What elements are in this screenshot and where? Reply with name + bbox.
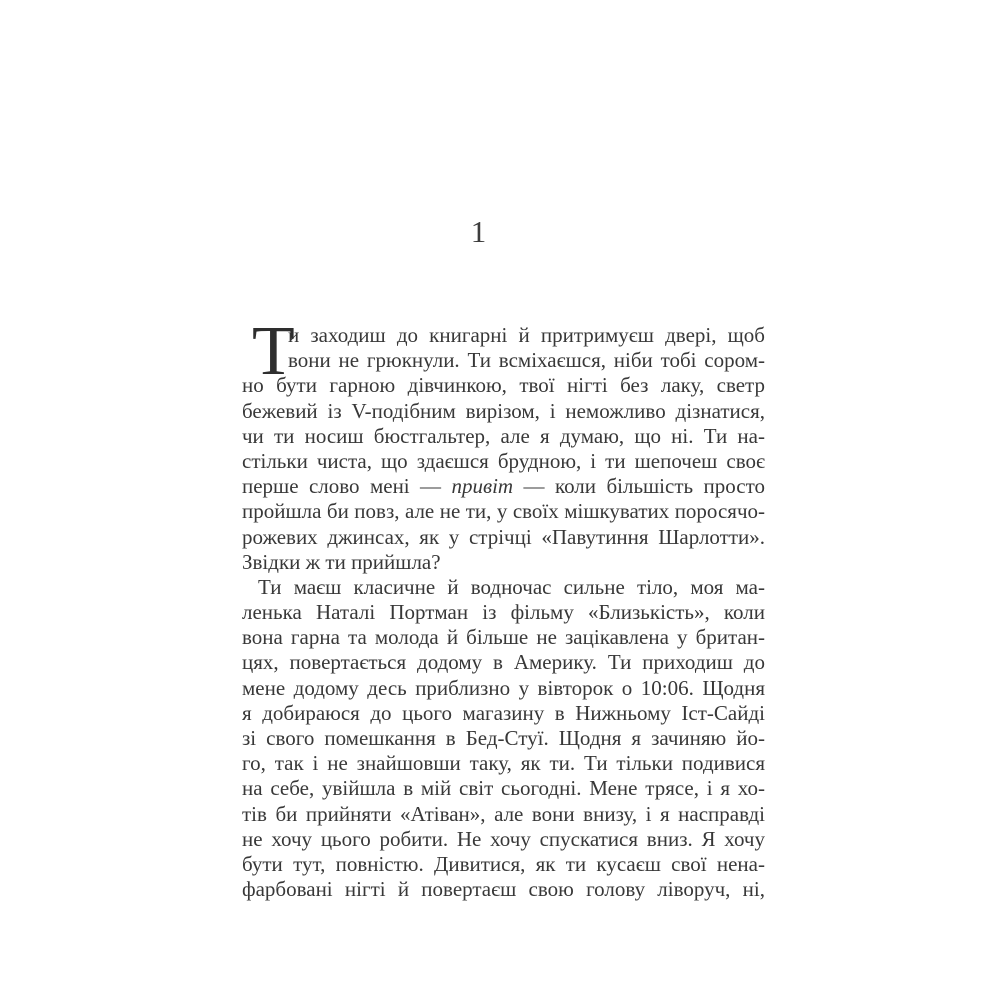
text-line: и заходиш до книгарні й притримуєш двері, щоб — [288, 323, 765, 347]
text-line: чи ти носиш бюстгальтер, але я думаю, що ні. Ти на- — [242, 423, 765, 448]
text-line: рожевих джинсах, як у стрічці «Павутиння Шарлотти». — [242, 524, 765, 549]
text-line: фарбовані нігті й повертаєш свою голову ліворуч, ні, — [242, 877, 765, 902]
text-line: на себе, увійшла в мій світ сьогодні. Мене трясе, і я хо- — [242, 776, 765, 801]
text-line: но бути гарною дівчинкою, твої нігті без лаку, светр — [242, 373, 765, 398]
text-line: зі свого помешкання в Бед-Стуї. Щодня я зачиняю йо- — [242, 726, 765, 750]
text-line: Звідки ж ти прийшла? — [242, 549, 441, 574]
chapter-number: 1 — [470, 214, 487, 249]
text-line: стільки чиста, що здаєшся брудною, і ти шепочеш своє — [242, 448, 765, 473]
text-line: я добираюся до цього магазину в Нижньому Іст-Сайді — [242, 700, 765, 725]
drop-cap: Т — [252, 313, 295, 390]
text-line: вони не грюкнули. Ти всміхаєшся, ніби тобі сором- — [288, 348, 765, 373]
body-text-block — [242, 313, 765, 902]
text-line: бежевий із V-подібним вирізом, і неможливо дізнатися, — [242, 398, 765, 423]
text-segment: — коли більшість просто — [513, 474, 765, 499]
text-line: ленька Наталі Портман із фільму «Близькість», коли — [242, 600, 765, 625]
text-line: бути тут, повністю. Дивитися, як ти кусаєш свої нена- — [242, 851, 765, 876]
text-line: го, так і не знайшовши таку, як ти. Ти тільки подивися — [242, 751, 765, 776]
text-line: Ти маєш класичне й водночас сильне тіло, моя ма- — [258, 574, 765, 599]
text-line: тів би прийняти «Атіван», але вони внизу, і я насправді — [242, 801, 765, 826]
text-line: не хочу цього робити. Не хочу спускатися вниз. Я хочу — [242, 826, 765, 851]
text-line: мене додому десь приблизно у вівторок о 10:06. Щодня — [242, 675, 765, 700]
text-line: вона гарна та молода й більше не зацікавлена у британ- — [242, 625, 765, 650]
text-line — [242, 474, 765, 499]
italic-word: привіт — [451, 474, 514, 499]
text-segment: перше слово мені — — [242, 474, 452, 499]
text-line: цях, повертається додому в Америку. Ти приходиш до — [242, 650, 765, 675]
text-line: пройшла би повз, але не ти, у своїх мішкуватих поросячо- — [242, 499, 765, 524]
